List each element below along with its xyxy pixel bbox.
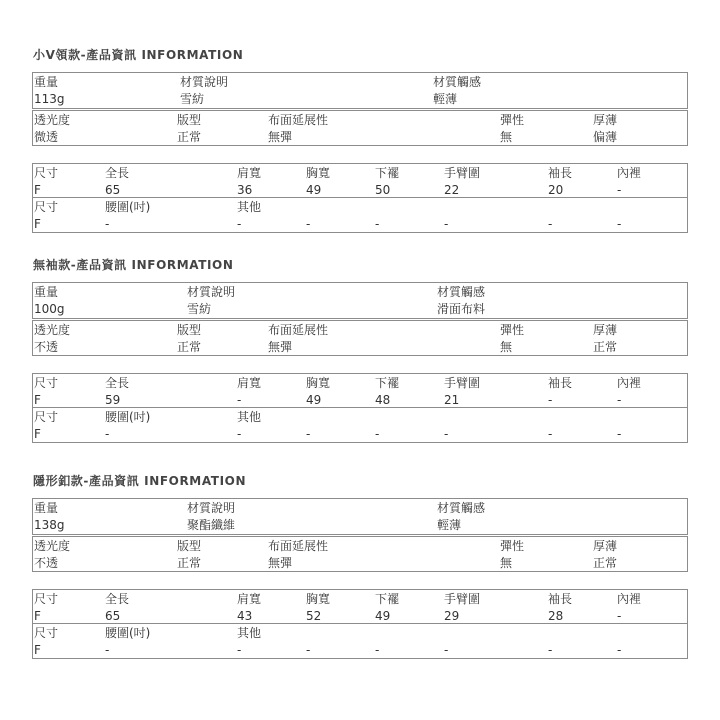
arm-circumference-value: 29 [444, 609, 460, 623]
material-label: 材質說明 [187, 501, 236, 515]
extra-value: - [375, 217, 380, 231]
texture-value: 輕薄 [433, 92, 458, 106]
size-table [32, 589, 688, 624]
fit-value: 正常 [177, 130, 202, 144]
other-value: - [237, 217, 242, 231]
section-title: 小V領款-產品資訊 INFORMATION [33, 48, 244, 62]
thickness-value: 正常 [593, 340, 618, 354]
hem-cell [375, 375, 399, 409]
shoulder-width-cell [237, 591, 261, 625]
arm-circumference-cell [444, 591, 480, 625]
other-label: 其他 [237, 626, 262, 640]
properties-table [32, 110, 688, 146]
weight-label: 重量 [34, 75, 59, 89]
arm-circumference-value: 22 [444, 183, 460, 197]
texture-cell [437, 500, 485, 534]
arm-circumference-value: 21 [444, 393, 460, 407]
lining-value: - [617, 609, 622, 623]
chest-width-value: 49 [306, 183, 322, 197]
fabric-stretch-label: 布面延展性 [268, 323, 329, 337]
chest-width-value: 52 [306, 609, 322, 623]
weight-value: 113g [34, 92, 65, 106]
extra-value: - [306, 643, 311, 657]
fit-value: 正常 [177, 556, 202, 570]
thickness-cell [593, 538, 617, 572]
extra-value: - [444, 643, 449, 657]
size-cell [34, 165, 58, 199]
chest-width-label: 胸寬 [306, 166, 331, 180]
texture-cell [437, 284, 485, 318]
extra-value: - [444, 217, 449, 231]
extra-value: - [306, 217, 311, 231]
shoulder-width-label: 肩寬 [237, 376, 262, 390]
product-section-sleeveless [0, 210, 720, 450]
sleeve-length-label: 袖長 [548, 592, 573, 606]
fit-value: 正常 [177, 340, 202, 354]
thickness-cell [593, 112, 617, 146]
size-value: F [34, 393, 41, 407]
fit-label: 版型 [177, 113, 202, 127]
lining-value: - [617, 183, 622, 197]
extra-value: - [306, 427, 311, 441]
other-label: 其他 [237, 200, 262, 214]
transparency-label: 透光度 [34, 113, 71, 127]
extra-value-cell [375, 625, 379, 659]
material-label: 材質說明 [187, 285, 236, 299]
material-cell [187, 284, 235, 318]
hem-label: 下襬 [375, 376, 400, 390]
waist-label: 腰圍(吋) [105, 200, 151, 214]
size-table [32, 373, 688, 408]
extra-size-label: 尺寸 [34, 410, 59, 424]
fabric-stretch-cell [268, 112, 328, 146]
fit-cell [177, 538, 201, 572]
extra-value-cell [306, 625, 310, 659]
sleeve-length-value: 20 [548, 183, 564, 197]
elasticity-value: 無 [500, 556, 513, 570]
size-label: 尺寸 [34, 166, 59, 180]
section-title: 隱形釦款-產品資訊 INFORMATION [33, 474, 247, 488]
extra-size-value: F [34, 643, 41, 657]
length-cell [105, 165, 129, 199]
chest-width-label: 胸寬 [306, 376, 331, 390]
elasticity-label: 彈性 [500, 539, 525, 553]
extra-value: - [375, 427, 380, 441]
other-value: - [237, 427, 242, 441]
fabric-stretch-cell [268, 322, 328, 356]
thickness-cell [593, 322, 617, 356]
other-cell [237, 625, 261, 659]
length-value: 65 [105, 183, 121, 197]
fabric-stretch-label: 布面延展性 [268, 113, 329, 127]
lining-cell [617, 375, 641, 409]
material-value: 聚酯纖維 [187, 518, 236, 532]
chest-width-label: 胸寬 [306, 592, 331, 606]
weight-value: 100g [34, 302, 65, 316]
lining-label: 內裡 [617, 166, 642, 180]
hem-label: 下襬 [375, 592, 400, 606]
extra-size-label: 尺寸 [34, 200, 59, 214]
waist-label: 腰圍(吋) [105, 626, 151, 640]
sleeve-length-value: 28 [548, 609, 564, 623]
section-title: 無袖款-產品資訊 INFORMATION [33, 258, 234, 272]
elasticity-value: 無 [500, 340, 513, 354]
lining-value: - [617, 393, 622, 407]
other-value: - [237, 643, 242, 657]
size-value: F [34, 183, 41, 197]
texture-label: 材質觸感 [433, 75, 482, 89]
extra-value: - [548, 427, 553, 441]
chest-width-cell [306, 375, 330, 409]
transparency-label: 透光度 [34, 323, 71, 337]
fabric-stretch-label: 布面延展性 [268, 539, 329, 553]
extra-value: - [548, 643, 553, 657]
shoulder-width-cell [237, 375, 261, 409]
arm-circumference-cell [444, 375, 480, 409]
length-cell [105, 375, 129, 409]
extra-size-value: F [34, 427, 41, 441]
extra-size-value: F [34, 217, 41, 231]
lining-label: 內裡 [617, 592, 642, 606]
extra-value: - [617, 427, 622, 441]
waist-value: - [105, 217, 110, 231]
elasticity-value: 無 [500, 130, 513, 144]
fabric-stretch-cell [268, 538, 328, 572]
material-value: 雪紡 [180, 92, 205, 106]
sleeve-length-cell [548, 591, 572, 625]
size-label: 尺寸 [34, 592, 59, 606]
extra-value: - [548, 217, 553, 231]
hem-label: 下襬 [375, 166, 400, 180]
texture-label: 材質觸感 [437, 285, 486, 299]
weight-label: 重量 [34, 501, 59, 515]
weight-cell [34, 284, 65, 318]
other-label: 其他 [237, 410, 262, 424]
elasticity-cell [500, 538, 524, 572]
sleeve-length-label: 袖長 [548, 166, 573, 180]
shoulder-width-value: 36 [237, 183, 253, 197]
elasticity-cell [500, 112, 524, 146]
basic-info-table [32, 282, 688, 319]
sleeve-length-value: - [548, 393, 553, 407]
properties-table [32, 320, 688, 356]
thickness-label: 厚薄 [593, 539, 618, 553]
transparency-value: 不透 [34, 556, 59, 570]
texture-value: 滑面布料 [437, 302, 486, 316]
extra-value-cell [548, 625, 552, 659]
arm-circumference-label: 手臂圍 [444, 166, 481, 180]
size-label: 尺寸 [34, 376, 59, 390]
fabric-stretch-value: 無彈 [268, 340, 293, 354]
sleeve-length-label: 袖長 [548, 376, 573, 390]
sleeve-length-cell [548, 165, 572, 199]
size-value: F [34, 609, 41, 623]
length-value: 59 [105, 393, 121, 407]
properties-table [32, 536, 688, 572]
extra-value-cell [444, 625, 448, 659]
texture-label: 材質觸感 [437, 501, 486, 515]
fit-cell [177, 112, 201, 146]
material-label: 材質說明 [180, 75, 229, 89]
extra-value-cell [617, 625, 621, 659]
transparency-value: 微透 [34, 130, 59, 144]
shoulder-width-label: 肩寬 [237, 166, 262, 180]
fabric-stretch-value: 無彈 [268, 556, 293, 570]
weight-value: 138g [34, 518, 65, 532]
extra-value: - [375, 643, 380, 657]
waist-value: - [105, 427, 110, 441]
length-label: 全長 [105, 166, 130, 180]
size-table [32, 163, 688, 198]
elasticity-cell [500, 322, 524, 356]
elasticity-label: 彈性 [500, 113, 525, 127]
extra-value: - [617, 643, 622, 657]
thickness-label: 厚薄 [593, 113, 618, 127]
arm-circumference-cell [444, 165, 480, 199]
material-cell [187, 500, 235, 534]
fit-label: 版型 [177, 323, 202, 337]
weight-label: 重量 [34, 285, 59, 299]
basic-info-table [32, 72, 688, 109]
hem-cell [375, 591, 399, 625]
sleeve-length-cell [548, 375, 572, 409]
arm-circumference-label: 手臂圍 [444, 376, 481, 390]
hem-value: 49 [375, 609, 391, 623]
arm-circumference-label: 手臂圍 [444, 592, 481, 606]
thickness-label: 厚薄 [593, 323, 618, 337]
length-cell [105, 591, 129, 625]
extra-value: - [444, 427, 449, 441]
transparency-value: 不透 [34, 340, 59, 354]
length-label: 全長 [105, 376, 130, 390]
waist-cell [105, 625, 150, 659]
fit-label: 版型 [177, 539, 202, 553]
product-section-hidden-button [0, 426, 720, 666]
elasticity-label: 彈性 [500, 323, 525, 337]
extra-value: - [617, 217, 622, 231]
extra-size-label: 尺寸 [34, 626, 59, 640]
hem-value: 50 [375, 183, 391, 197]
shoulder-width-label: 肩寬 [237, 592, 262, 606]
lining-cell [617, 591, 641, 625]
material-value: 雪紡 [187, 302, 212, 316]
basic-info-table [32, 498, 688, 535]
length-value: 65 [105, 609, 121, 623]
size-cell [34, 591, 58, 625]
texture-value: 輕薄 [437, 518, 462, 532]
transparency-cell [34, 112, 70, 146]
product-section-v-neck [0, 0, 720, 240]
material-cell [180, 74, 228, 108]
chest-width-cell [306, 591, 330, 625]
transparency-label: 透光度 [34, 539, 71, 553]
thickness-value: 正常 [593, 556, 618, 570]
size-cell [34, 375, 58, 409]
extra-size-table [32, 623, 688, 659]
texture-cell [433, 74, 481, 108]
hem-value: 48 [375, 393, 391, 407]
chest-width-value: 49 [306, 393, 322, 407]
chest-width-cell [306, 165, 330, 199]
fit-cell [177, 322, 201, 356]
length-label: 全長 [105, 592, 130, 606]
extra-size-cell [34, 625, 58, 659]
thickness-value: 偏薄 [593, 130, 618, 144]
fabric-stretch-value: 無彈 [268, 130, 293, 144]
shoulder-width-cell [237, 165, 261, 199]
lining-cell [617, 165, 641, 199]
hem-cell [375, 165, 399, 199]
weight-cell [34, 500, 65, 534]
waist-label: 腰圍(吋) [105, 410, 151, 424]
shoulder-width-value: - [237, 393, 242, 407]
shoulder-width-value: 43 [237, 609, 253, 623]
lining-label: 內裡 [617, 376, 642, 390]
transparency-cell [34, 538, 70, 572]
weight-cell [34, 74, 65, 108]
waist-value: - [105, 643, 110, 657]
transparency-cell [34, 322, 70, 356]
